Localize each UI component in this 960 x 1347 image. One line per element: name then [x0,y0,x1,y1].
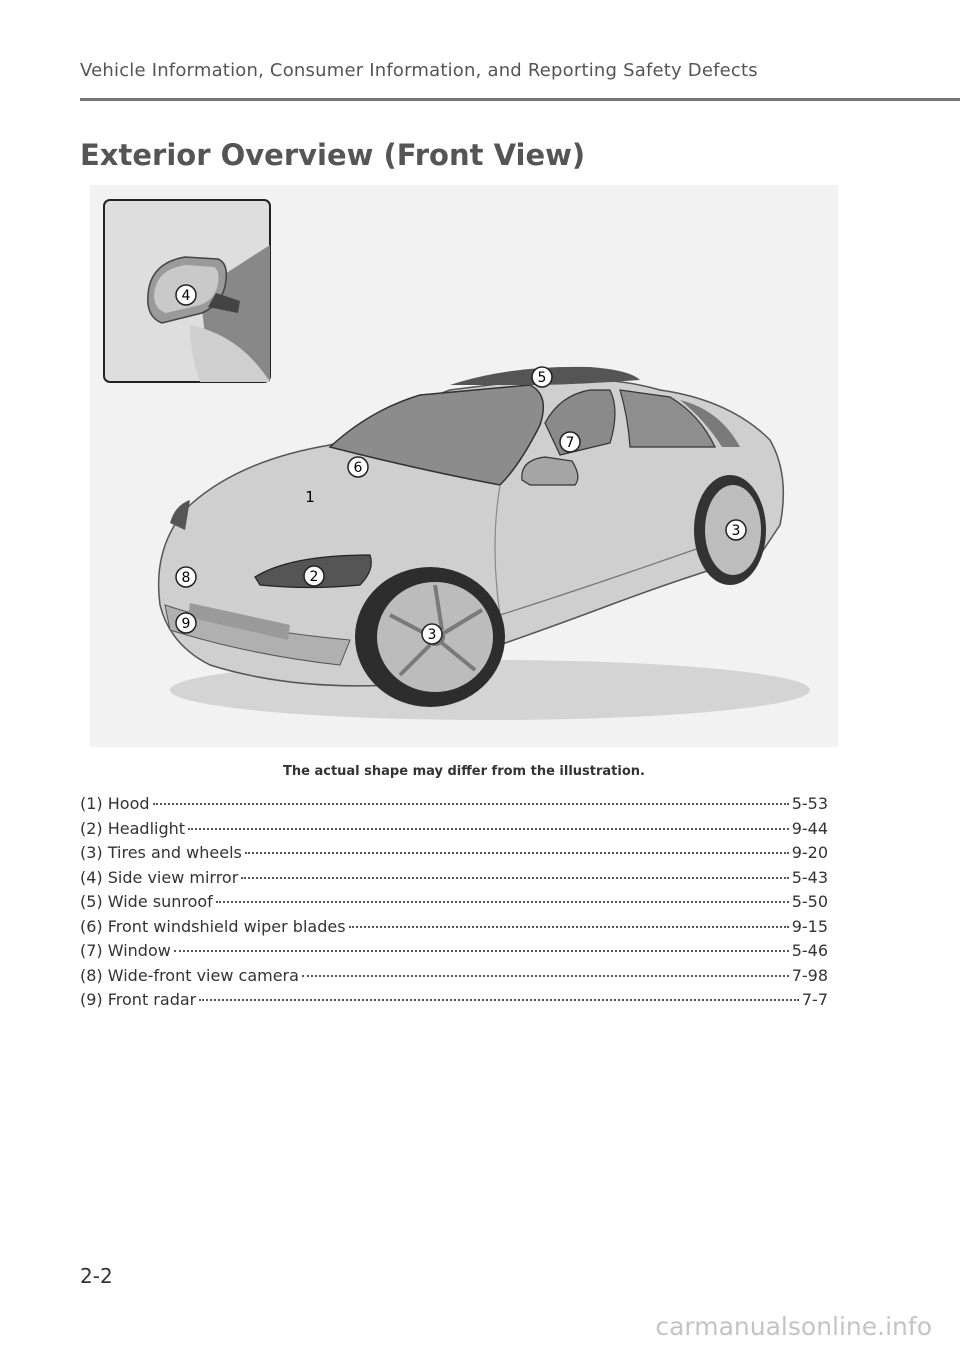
dot-leader [153,803,789,805]
dot-leader [241,877,788,879]
svg-text:4: 4 [181,288,191,304]
callout-8 [176,567,196,587]
header-title: Vehicle Information, Consumer Information, and Reporting Safety Defects [80,60,758,81]
svg-text:7: 7 [565,435,575,451]
dot-leader [302,975,789,977]
page-title: Exterior Overview (Front View) [80,138,586,172]
index-entry-page: 9-44 [791,818,828,838]
svg-text:1: 1 [305,488,315,506]
index-entry-hood [80,794,828,819]
svg-text:5: 5 [537,370,547,386]
svg-text:3: 3 [731,523,741,539]
car-drawing [90,185,838,747]
callout-3-front [422,624,442,644]
index-entry-wide-front-camera [80,966,828,991]
index-entry-window [80,941,828,966]
callout-7 [560,432,580,452]
index-entry-label: (3) Tires and wheels [80,843,242,862]
index-entry-label: (2) Headlight [80,818,186,838]
index-entry-page: 5-46 [791,941,828,960]
callout-1 [305,488,315,506]
index-entry-page: 5-43 [791,867,828,887]
index-entry-tires-and-wheels [80,843,828,868]
index-entry-side-view-mirror [80,868,828,893]
figure-caption: The actual shape may differ from the illustration. [283,764,645,779]
index-entry-label: (5) Wide sunroof [80,892,213,911]
index-entry-front-radar [80,990,828,1015]
index-entry-page: 5-53 [791,794,828,813]
index-entry-page: 7-7 [801,990,828,1009]
svg-text:3: 3 [427,627,437,643]
index-entry-label: (8) Wide-front view camera [80,965,299,985]
svg-text:8: 8 [181,570,191,586]
index-entry-page: 7-98 [791,965,828,985]
page-number: 2-2 [80,1264,113,1288]
dot-leader [174,950,789,952]
svg-text:2: 2 [309,569,319,585]
dot-leader [349,926,789,928]
car-illustration [90,185,838,747]
index-entry-wide-sunroof [80,892,828,917]
car-body [159,367,810,720]
index-entry-wiper-blades [80,917,828,942]
dot-leader [188,828,789,830]
component-index [80,794,828,1015]
svg-text:6: 6 [353,460,363,476]
callout-5 [532,367,552,387]
svg-text:9: 9 [181,616,191,632]
index-entry-page: 5-50 [791,892,828,911]
dot-leader [199,999,799,1001]
callout-3-rear [726,520,746,540]
dot-leader [216,901,789,903]
index-entry-page: 9-15 [791,916,828,936]
callout-6 [348,457,368,477]
index-entry-label: (6) Front windshield wiper blades [80,916,346,936]
index-entry-label: (4) Side view mirror [80,867,239,887]
callout-9 [176,613,196,633]
index-entry-headlight [80,819,828,844]
index-entry-label: (9) Front radar [80,990,197,1009]
callout-4 [176,285,196,305]
dot-leader [245,852,789,854]
watermark: carmanualsonline.info [655,1312,932,1341]
index-entry-label: (1) Hood [80,794,150,813]
index-entry-label: (7) Window [80,941,171,960]
index-entry-page: 9-20 [791,843,828,862]
callout-2 [304,566,324,586]
header-divider [80,98,960,101]
